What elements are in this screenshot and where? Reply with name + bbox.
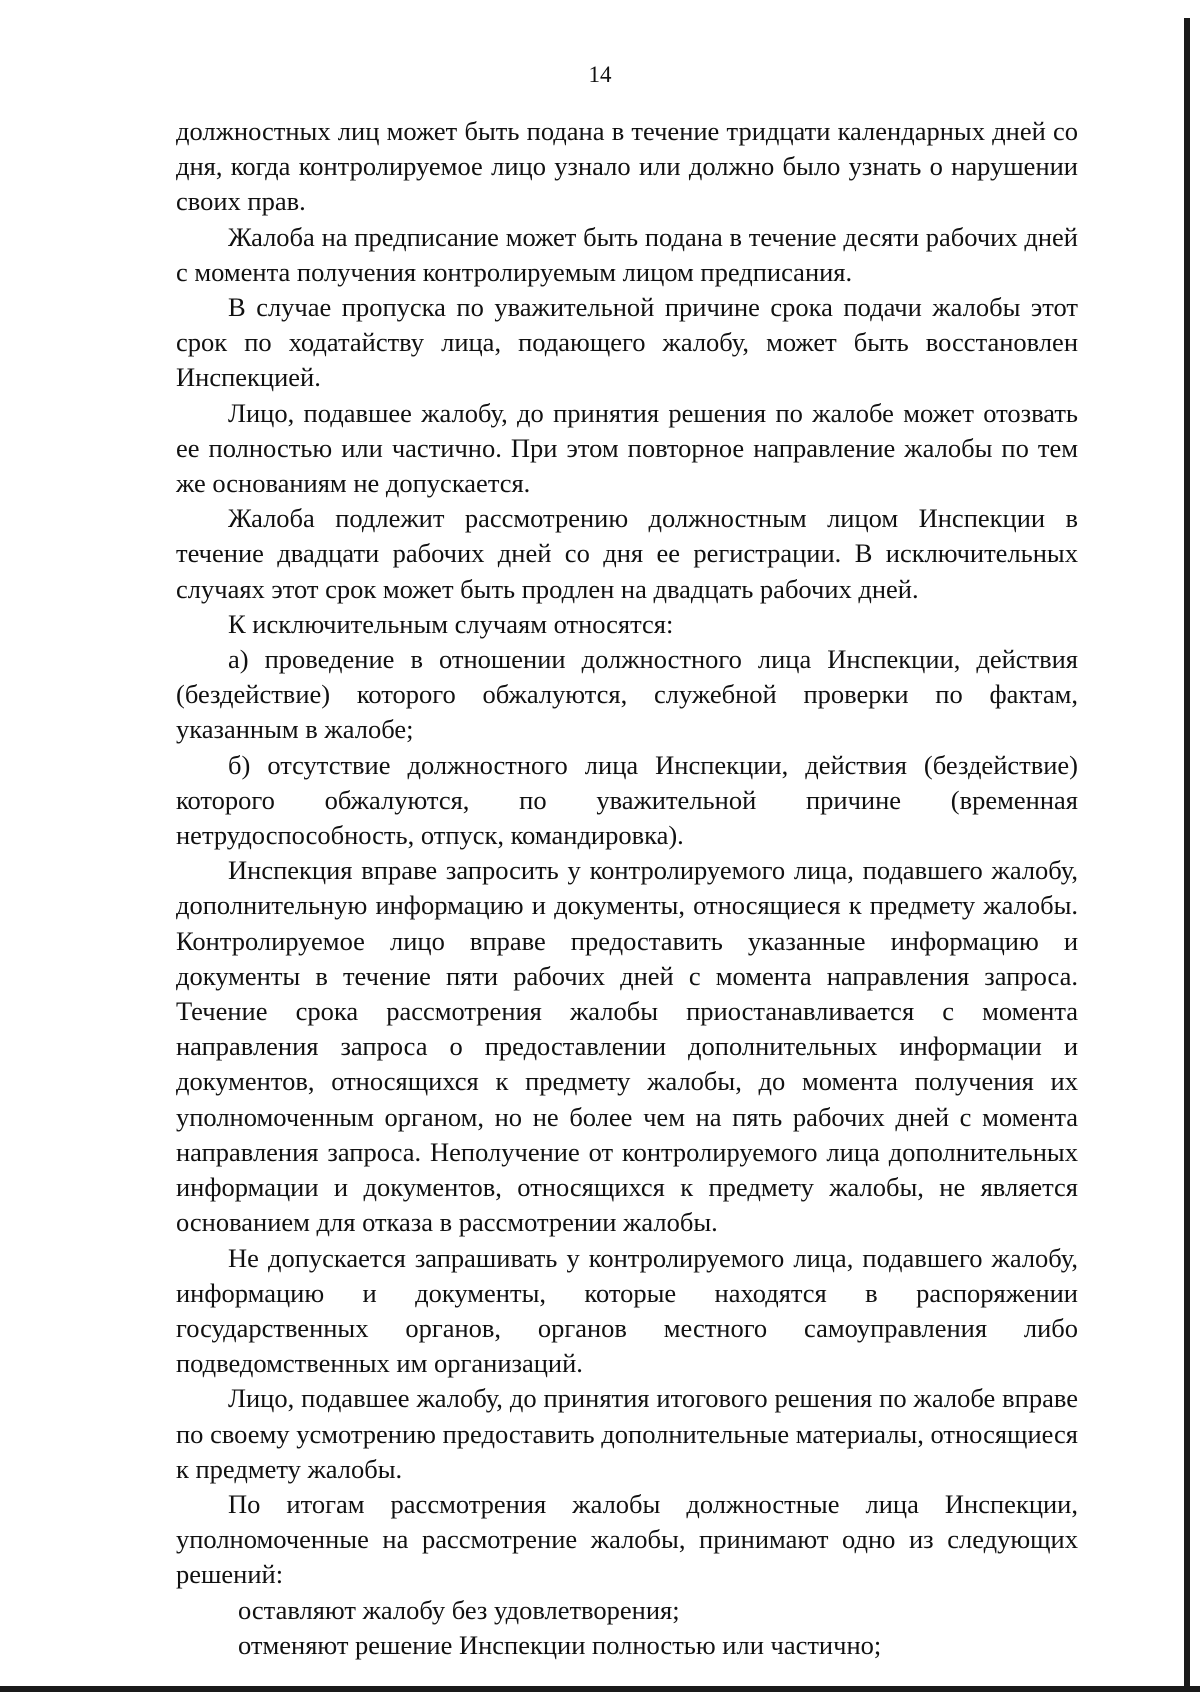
paragraph-additional-info: Инспекция вправе запросить у контролируемого лица, подавшего жалобу, дополнительную информацию и документы, относящиеся к предмету жалобы. Контролируемое лицо вправе предоставить указанные информацию и документы в течение пяти рабочих дней с момента направления запроса. Течение срока рассмотрения жалобы приостанавливается с момента направления запроса о предоставлении дополнительных информации и документов, относящихся к предмету жалобы, до момента получения их уполномоченным органом, но не более чем на пять рабочих дней с момента направления запроса. Неполучение от контролируемого лица дополнительных информации и документов, относящихся к предмету жалобы, не является основанием для отказа в рассмотрении жалобы.	[176, 855, 1078, 1238]
paragraph-not-allowed: Не допускается запрашивать у контролируемого лица, подавшего жалобу, информацию и документы, которые находятся в распоряжении государственных органов, органов местного самоуправления либо подведомственных им организаций.	[176, 1242, 1078, 1379]
paragraph-additional-materials: Лицо, подавшее жалобу, до принятия итогового решения по жалобе вправе по своему усмотрению предоставить дополнительные материалы, относящиеся к предмету жалобы.	[176, 1383, 1078, 1484]
page-number: 14	[588, 62, 612, 87]
scan-edge-right	[1184, 18, 1190, 1690]
paragraph-exceptional-cases: К исключительным случаям относятся:	[228, 608, 674, 639]
paragraph-case-a: а) проведение в отношении должностного лица Инспекции, действия (бездействие) которого обжалуются, служебной проверки по фактам, указанным в жалобе;	[176, 644, 1078, 745]
paragraph-order-complaint: Жалоба на предписание может быть подана в течение десяти рабочих дней с момента получения контролируемым лицом предписания.	[176, 221, 1078, 287]
paragraph-deadline-restore: В случае пропуска по уважительной причине срока подачи жалобы этот срок по ходатайству лица, подающего жалобу, может быть восстановлен Инспекцией.	[176, 292, 1078, 393]
document-body	[176, 114, 1078, 1663]
paragraph-review-period: Жалоба подлежит рассмотрению должностным лицом Инспекции в течение двадцати рабочих дней со дня ее регистрации. В исключительных случаях этот срок может быть продлен на двадцать рабочих дней.	[176, 503, 1078, 604]
paragraph-case-b: б) отсутствие должностного лица Инспекции, действия (бездействие) которого обжалуются, по уважительной причине (временная нетрудоспособность, отпуск, командировка).	[176, 749, 1078, 851]
paragraph-withdraw-complaint: Лицо, подавшее жалобу, до принятия решения по жалобе может отозвать ее полностью или частично. При этом повторное направление жалобы по тем же основаниям не допускается.	[176, 397, 1078, 499]
scan-edge-bottom	[0, 1686, 1200, 1692]
paragraph-decisions: По итогам рассмотрения жалобы должностные лица Инспекции, уполномоченные на рассмотрение жалобы, принимают одно из следующих решений:	[176, 1488, 1078, 1590]
list-item: оставляют жалобу без удовлетворения;	[238, 1594, 680, 1625]
paragraph-continuation: должностных лиц может быть подана в течение тридцати календарных дней со дня, когда контролируемое лицо узнало или должно было узнать о нарушении своих прав.	[176, 116, 1078, 217]
list-item: отменяют решение Инспекции полностью или частично;	[238, 1629, 882, 1660]
